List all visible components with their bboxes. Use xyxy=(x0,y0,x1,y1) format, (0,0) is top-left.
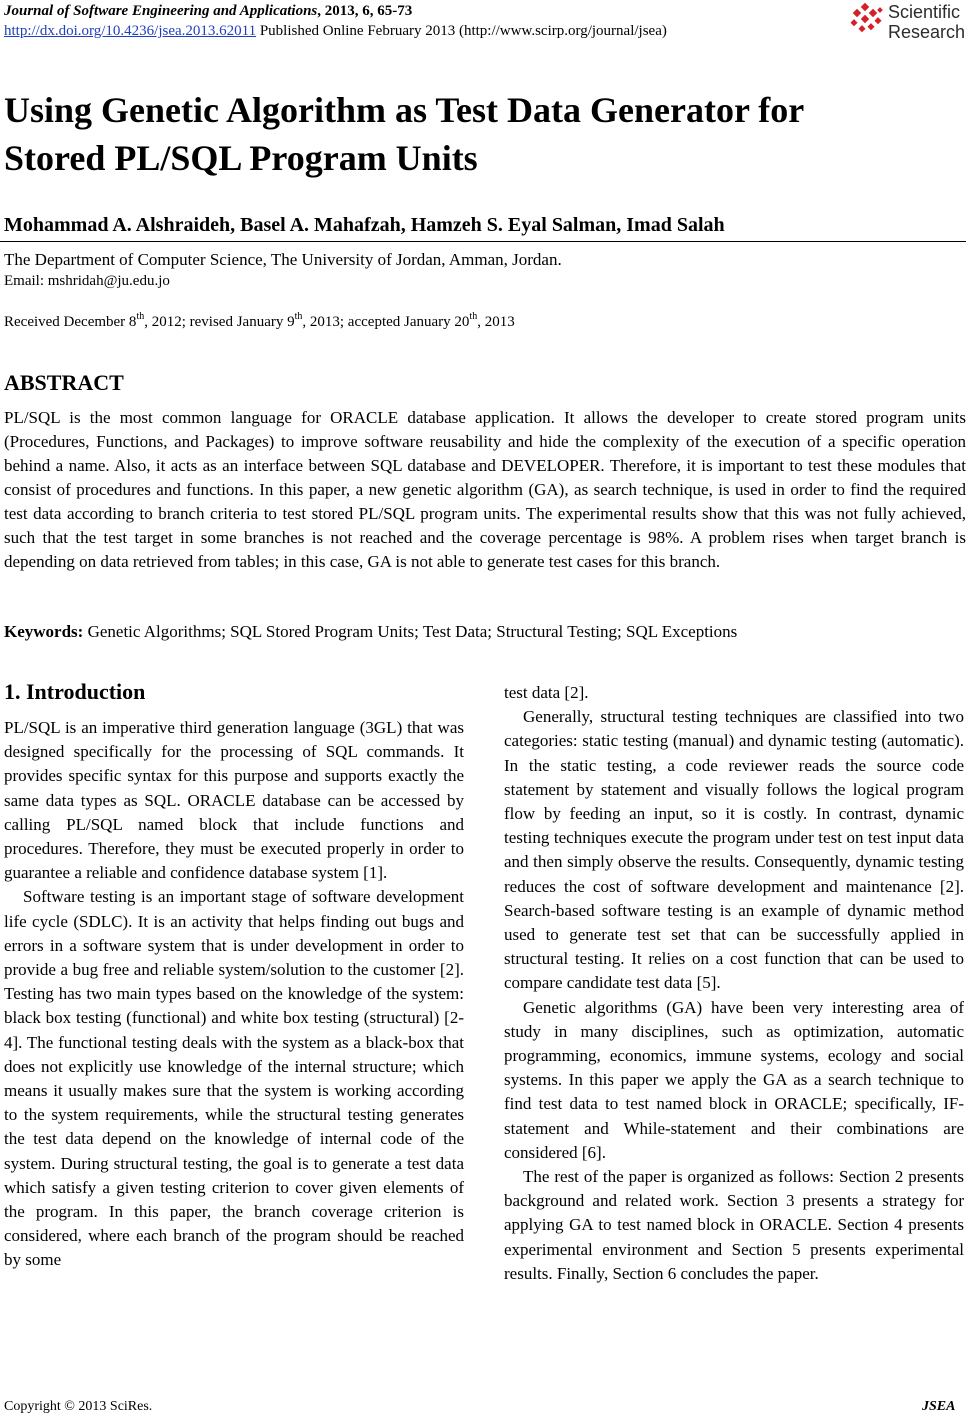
paragraph: PL/SQL is an imperative third generation language (3GL) that was designed specifically for the processing of SQL commands. It provides specific syntax for this purpose and supports exactly the same data types as SQL. ORACLE database can be accessed by calling PL/SQL named block that include functions and procedures. Therefore, they must be executed properly in order to guarantee a reliable and confidence database system [1]. xyxy=(4,718,464,883)
received-sup-2: th xyxy=(294,311,303,322)
journal-volume: , 2013, 6, 65-73 xyxy=(317,3,413,19)
scientific-research-logo-icon xyxy=(848,2,888,42)
received-text-4: , 2013 xyxy=(477,314,515,330)
title-line-1: Using Genetic Algorithm as Test Data Generator for xyxy=(4,90,805,130)
keywords-label: Keywords: xyxy=(4,622,84,641)
author-email: Email: mshridah@ju.edu.jo xyxy=(4,273,170,289)
author-list: Mohammad A. Alshraideh, Basel A. Mahafzah, Hamzeh S. Eyal Salman, Imad Salah xyxy=(4,214,725,236)
title-divider xyxy=(0,241,966,242)
paragraph: test data [2]. xyxy=(504,683,589,702)
affiliation: The Department of Computer Science, The University of Jordan, Amman, Jordan. xyxy=(4,250,562,269)
abstract-text: PL/SQL is the most common language for ORACLE database application. It allows the developer to create stored program units (Procedures, Functions, and Packages) to improve software reusability and hide the complexity of the execution of a specific operation behind a name. Also, it acts as an interface between SQL database and DEVELOPER. Therefore, it is important to test these modules that consist of procedures and functions. In this paper, a new genetic algorithm (GA), as search technique, is used in order to find the required test data according to branch criteria to test stored PL/SQL program units. The experimental results show that this was not fully achieved, such that the test target in some branches is not reached and the coverage percentage is 98%. A problem rises when target branch is depending on data retrieved from tables; in this case, GA is not able to generate test cases for this branch. xyxy=(4,408,966,571)
paper-title xyxy=(4,86,934,182)
received-text-2: , 2012; revised January 9 xyxy=(144,314,295,330)
logo-line-research: Research xyxy=(888,22,966,42)
received-text-3: , 2013; accepted January 20 xyxy=(302,314,470,330)
paragraph: The rest of the paper is organized as follows: Section 2 presents background and related work. Section 3 presents a strategy for applying GA to test named block in ORACLE. Section 4 presents experimental environment and Section 5 presents experimental results. Finally, Section 6 concludes the paper. xyxy=(504,1167,964,1283)
journal-name: Journal of Software Engineering and Applications xyxy=(4,3,318,19)
body-column-left xyxy=(4,716,464,1273)
doi-link[interactable]: http://dx.doi.org/10.4236/jsea.2013.62011 xyxy=(4,23,257,39)
running-header-journal xyxy=(4,2,412,21)
logo-line-scientific: Scientific xyxy=(888,2,961,22)
footer-copyright: Copyright © 2013 SciRes. xyxy=(4,1399,153,1414)
received-sup-3: th xyxy=(469,311,478,322)
received-dates xyxy=(4,312,515,332)
published-online-text: Published Online February 2013 (http://www.scirp.org/journal/jsea) xyxy=(256,23,667,39)
section-heading-introduction: 1. Introduction xyxy=(4,679,146,704)
received-text-1: Received December 8 xyxy=(4,314,137,330)
publisher-logo xyxy=(848,2,966,42)
title-line-2: Stored PL/SQL Program Units xyxy=(4,138,478,178)
paragraph: Generally, structural testing techniques are classified into two categories: static testing (manual) and dynamic testing (automatic). In the static testing, a code reviewer reads the source code statement by statement and visually follows the logical program flow by feeding an input, so it is costly. In contrast, dynamic testing techniques execute the program under test on test input data and then simply observe the results. Consequently, dynamic testing reduces the cost of software development and maintenance [2]. Search-based software testing is an example of dynamic method used to generate test set that can be successfully applied in structural testing. It relies on a cost function that can be used to compare candidate test data [5]. xyxy=(504,707,964,993)
abstract-heading: ABSTRACT xyxy=(4,370,124,395)
running-header-doi xyxy=(4,22,667,41)
footer-journal-abbr: JSEA xyxy=(922,1399,956,1414)
body-column-right xyxy=(504,681,964,1286)
publisher-logo-text xyxy=(888,2,965,42)
paragraph: Genetic algorithms (GA) have been very interesting area of study in many disciplines, such as optimization, automatic programming, economics, immune systems, ecology and social systems. In this paper we apply the GA as a search technique to find test data to test named block in ORACLE; specifically, IF-statement and While-statement and their combinations are considered [6]. xyxy=(504,997,964,1162)
paragraph: Software testing is an important stage of software development life cycle (SDLC). It is an activity that helps finding out bugs and errors in a software system that is under development in order to provide a bug free and reliable system/solution to the customer [2]. Testing has two main types based on the knowledge of the system: black box testing (functional) and white box testing (structural) [2-4]. The functional testing deals with the system as a black-box that does not explicitly use knowledge of the internal structure; which means it usually makes sure that the system is working according to the system requirements, while the structural testing generates the test data depend on the knowledge of internal code of the system. During structural testing, the goal is to generate a test data which satisfy a given testing criterion to cover given elements of the program. In this paper, the branch coverage criterion is considered, where each branch of the program should be reached by some xyxy=(4,887,464,1270)
keywords xyxy=(4,620,966,644)
received-sup-1: th xyxy=(136,311,145,322)
keywords-text: Genetic Algorithms; SQL Stored Program Units; Test Data; Structural Testing; SQL Exceptions xyxy=(83,622,738,641)
